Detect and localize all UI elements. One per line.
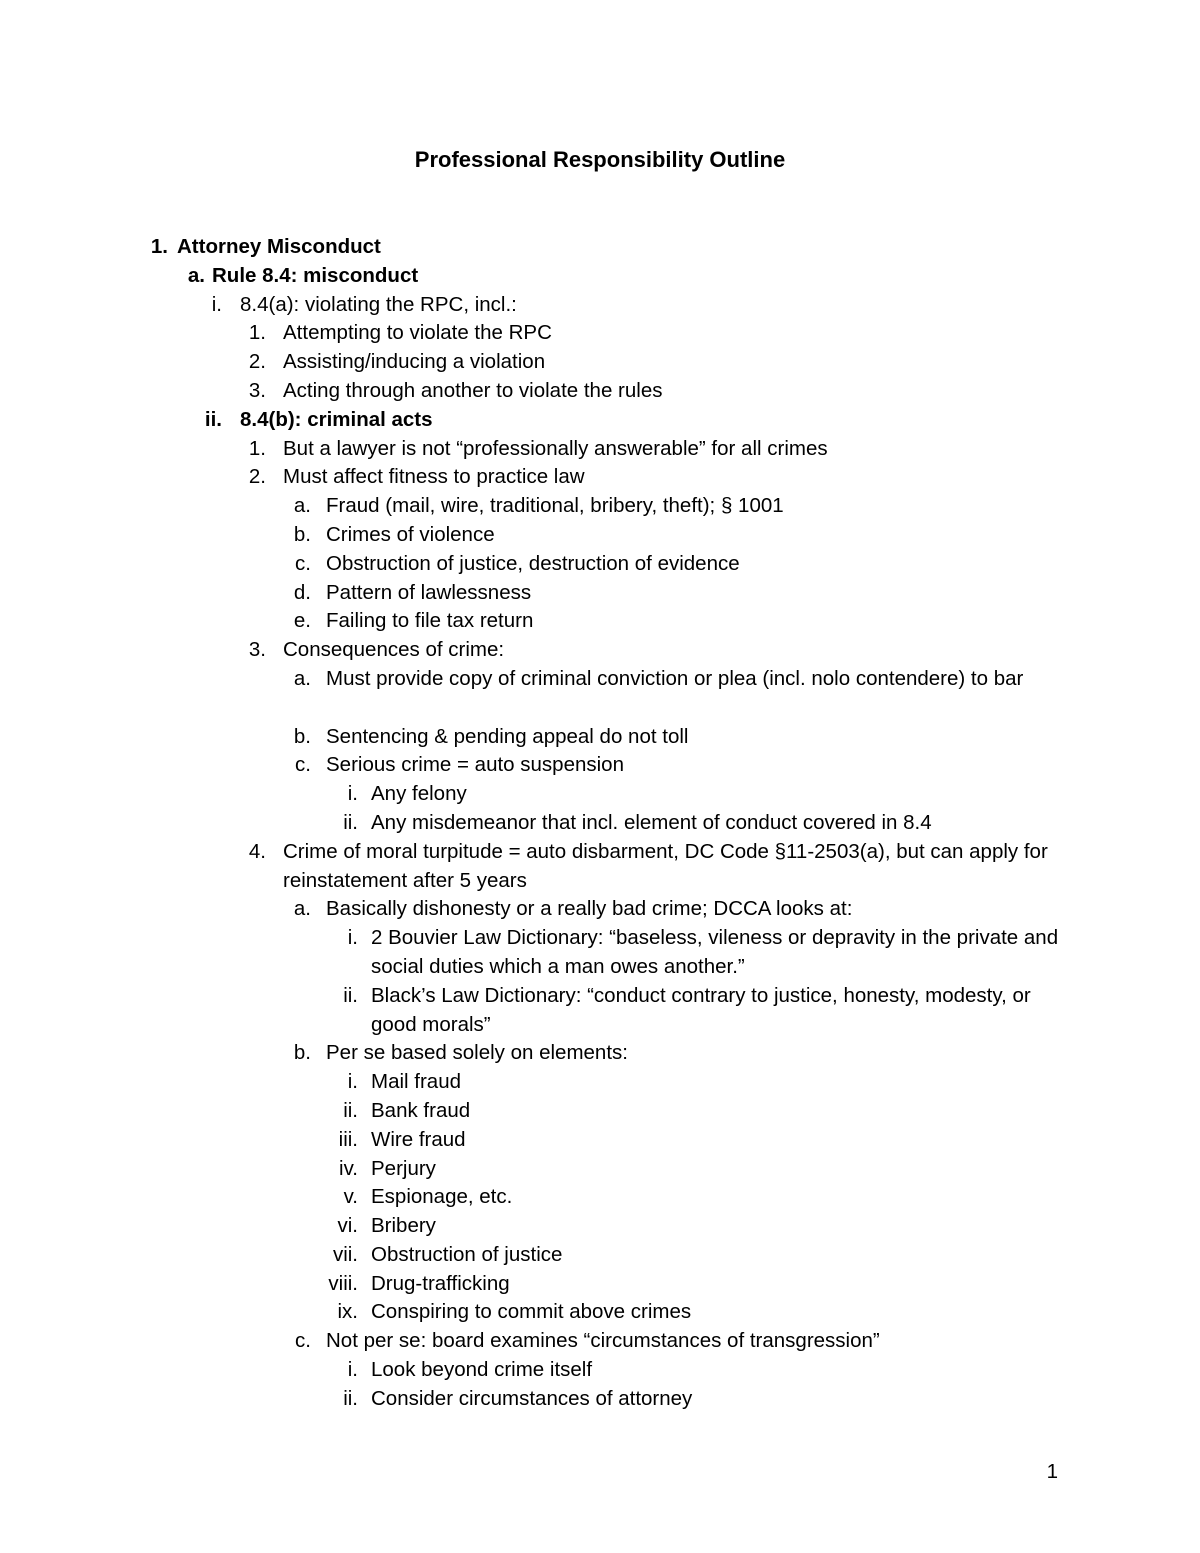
outline-item-text: Not per se: board examines “circumstances of transgression” xyxy=(326,1329,880,1353)
outline-item xyxy=(0,607,1200,636)
outline-item-marker: ii. xyxy=(343,983,358,1007)
outline-item-marker: 1. xyxy=(248,436,266,460)
outline-item-marker: vi. xyxy=(337,1214,358,1238)
outline-item-text: 2 Bouvier Law Dictionary: “baseless, vileness or depravity in the private and social duties which a man owes another.” xyxy=(371,926,1059,978)
outline-item-marker: i. xyxy=(347,782,358,806)
outline-item-text: Crimes of violence xyxy=(326,522,495,546)
outline-item-marker: i. xyxy=(347,1070,358,1094)
outline-item-text: Fraud (mail, wire, traditional, bribery, theft); § 1001 xyxy=(326,494,784,518)
outline-item xyxy=(0,233,1200,262)
outline-item-text: 8.4(a): violating the RPC, incl.: xyxy=(240,292,517,316)
outline-item xyxy=(0,1356,1200,1385)
outline-item-text: Bribery xyxy=(371,1214,436,1238)
outline-item xyxy=(0,521,1200,550)
outline-item xyxy=(0,723,1200,752)
outline-item xyxy=(0,435,1200,464)
outline-item-marker: a. xyxy=(293,494,311,518)
outline-item-text: Per se based solely on elements: xyxy=(326,1041,628,1065)
outline-item-text: Sentencing & pending appeal do not toll xyxy=(326,724,689,748)
outline-item-marker: ii. xyxy=(343,1098,358,1122)
outline-item xyxy=(0,1327,1200,1356)
outline-item xyxy=(0,751,1200,780)
outline-item-text: Drug-trafficking xyxy=(371,1271,510,1295)
outline-item-marker: 4. xyxy=(248,839,266,863)
outline-item xyxy=(0,348,1200,377)
outline-item xyxy=(0,1212,1200,1241)
outline-item-text: Any felony xyxy=(371,782,467,806)
outline-item xyxy=(0,838,1200,896)
outline-item-marker: ii. xyxy=(343,1386,358,1410)
outline-item xyxy=(0,1298,1200,1327)
outline-item-marker: ix. xyxy=(337,1300,358,1324)
outline-item-marker: vii. xyxy=(332,1242,358,1266)
outline-item-text: Serious crime = auto suspension xyxy=(326,753,624,777)
outline-item-marker: i. xyxy=(347,1358,358,1382)
outline-item-marker: viii. xyxy=(328,1271,358,1295)
outline-item-text: Failing to file tax return xyxy=(326,609,534,633)
outline-item xyxy=(0,1155,1200,1184)
outline-item xyxy=(0,1097,1200,1126)
outline-item xyxy=(0,579,1200,608)
outline-item xyxy=(0,492,1200,521)
outline-item-marker: 3. xyxy=(248,638,266,662)
outline-item-marker: ii. xyxy=(343,810,358,834)
outline-item-text: Look beyond crime itself xyxy=(371,1358,593,1382)
outline-item-marker: b. xyxy=(293,522,311,546)
outline-item-text: Consequences of crime: xyxy=(283,638,505,662)
outline-item-marker: a. xyxy=(187,263,205,287)
outline-item-text: Assisting/inducing a violation xyxy=(283,350,546,374)
outline-item xyxy=(0,1270,1200,1299)
outline-item xyxy=(0,1068,1200,1097)
outline-item-marker: ii. xyxy=(204,407,222,431)
outline-item-marker: 1. xyxy=(248,321,266,345)
outline-item-text: Consider circumstances of attorney xyxy=(371,1386,693,1410)
outline-item-marker: a. xyxy=(293,666,311,690)
outline-item-marker: c. xyxy=(295,1329,311,1353)
outline-item-text: Wire fraud xyxy=(371,1127,466,1151)
outline-item-marker: b. xyxy=(293,1041,311,1065)
outline-item xyxy=(0,982,1200,1040)
outline-item-marker: v. xyxy=(343,1185,358,1209)
outline-item xyxy=(0,406,1200,435)
outline-item-text: Any misdemeanor that incl. element of conduct covered in 8.4 xyxy=(371,810,932,834)
outline-item-text: Basically dishonesty or a really bad crime; DCCA looks at: xyxy=(326,897,853,921)
outline-item xyxy=(0,895,1200,924)
outline-item-marker: 3. xyxy=(248,378,266,402)
outline-item xyxy=(0,1385,1200,1414)
outline-item-marker: i. xyxy=(211,292,222,316)
outline-item xyxy=(0,1183,1200,1212)
outline-item xyxy=(0,1039,1200,1068)
outline-item xyxy=(0,636,1200,665)
outline-item-text: Pattern of lawlessness xyxy=(326,580,532,604)
outline-item-text: Perjury xyxy=(371,1156,436,1180)
outline-item-marker: 1. xyxy=(150,235,168,258)
outline-item xyxy=(0,809,1200,838)
outline-item-text: Acting through another to violate the rules xyxy=(283,378,663,402)
outline-item-text: Rule 8.4: misconduct xyxy=(212,263,419,287)
outline-item-text: But a lawyer is not “professionally answerable” for all crimes xyxy=(283,436,828,460)
outline-item-marker: 2. xyxy=(248,350,266,374)
outline-item xyxy=(0,463,1200,492)
outline-item-marker: iv. xyxy=(339,1156,358,1180)
outline-item xyxy=(0,262,1200,291)
outline-item-text: Bank fraud xyxy=(371,1098,471,1122)
outline-item xyxy=(0,291,1200,320)
outline-item-text: Obstruction of justice, destruction of evidence xyxy=(326,551,740,575)
outline-item-marker: d. xyxy=(293,580,311,604)
outline-item xyxy=(0,550,1200,579)
outline-item-marker: c. xyxy=(295,753,311,777)
outline-item xyxy=(0,780,1200,809)
outline-item-text: Attorney Misconduct xyxy=(177,235,381,258)
outline-item-text: Obstruction of justice xyxy=(371,1242,563,1266)
outline-item-text: Espionage, etc. xyxy=(371,1185,513,1209)
outline-item xyxy=(0,377,1200,406)
outline-item xyxy=(0,924,1200,982)
outline-item xyxy=(0,1126,1200,1155)
outline-item-marker: c. xyxy=(295,551,311,575)
outline-item xyxy=(0,665,1200,723)
page-number: 1 xyxy=(1046,1460,1058,1483)
outline-item xyxy=(0,319,1200,348)
outline-item-marker: b. xyxy=(293,724,311,748)
outline-list xyxy=(0,233,1200,1414)
outline-item-text: 8.4(b): criminal acts xyxy=(240,407,433,431)
outline-item-marker: e. xyxy=(293,609,311,633)
outline-item-marker: a. xyxy=(293,897,311,921)
outline-item-marker: 2. xyxy=(248,465,266,489)
outline-item-text: Attempting to violate the RPC xyxy=(283,321,552,345)
outline-item-marker: i. xyxy=(347,926,358,950)
outline-item-text: Conspiring to commit above crimes xyxy=(371,1300,692,1324)
outline-item-marker: iii. xyxy=(338,1127,358,1151)
outline-item-text: Crime of moral turpitude = auto disbarment, DC Code §11-2503(a), but can apply for reinstatement after 5 years xyxy=(283,839,1048,892)
outline-item-text: Must provide copy of criminal conviction or plea (incl. nolo contendere) to bar xyxy=(326,666,1024,690)
outline-item-text: Mail fraud xyxy=(371,1070,462,1094)
document-title: Professional Responsibility Outline xyxy=(414,147,786,172)
outline-item-text: Must affect fitness to practice law xyxy=(283,465,585,489)
outline-item xyxy=(0,1241,1200,1270)
outline-item-text: Black’s Law Dictionary: “conduct contrary to justice, honesty, modesty, or good morals” xyxy=(371,983,1031,1036)
